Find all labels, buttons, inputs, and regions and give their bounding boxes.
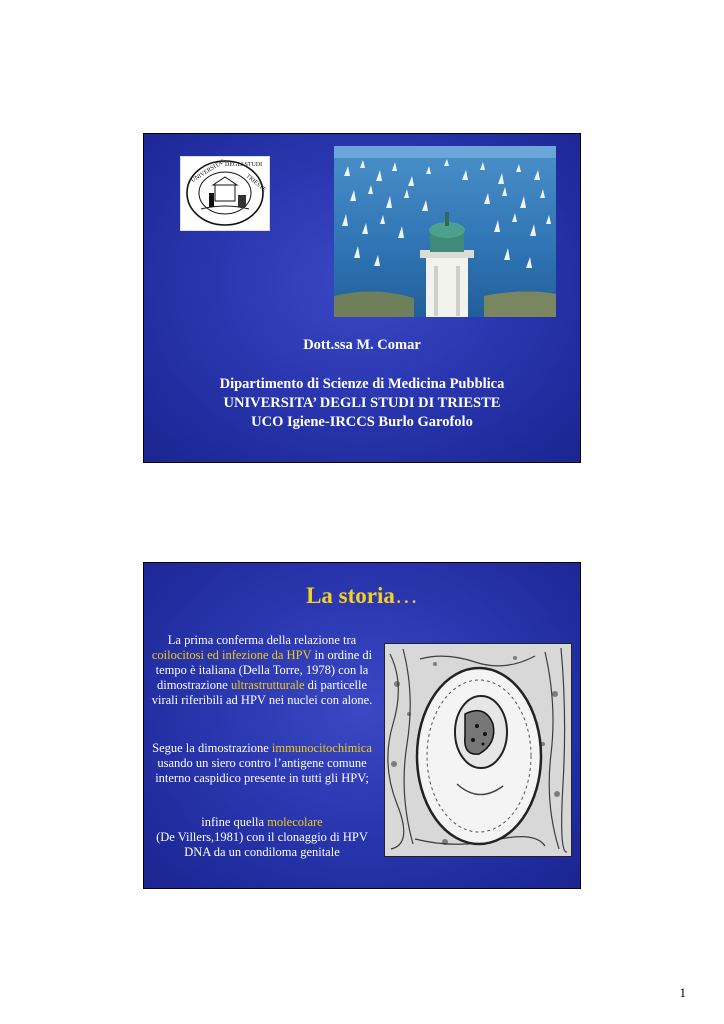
para3-highlight-molecolare: molecolare — [267, 815, 323, 829]
paragraph-history-third — [148, 815, 376, 860]
para2-text-a: Segue la dimostrazione — [152, 741, 272, 755]
svg-text:UNIVERSITAS: UNIVERSITAS — [190, 158, 227, 184]
department-line: Dipartimento di Scienze di Medicina Pubblica — [219, 376, 505, 392]
university-logo — [180, 156, 270, 231]
para1-text-a: La prima conferma della relazione tra — [167, 633, 357, 647]
para1-text-c: di particelle virali riferibili ad HPV nei nuclei con alone. — [151, 678, 373, 707]
affiliation-block — [144, 375, 580, 432]
para1-text-b: in ordine di tempo è italiana (Della Torre, 1978) con la dimostrazione — [155, 648, 373, 692]
para3-text-b: (De Villers,1981) con il clonaggio di HPV DNA da un condiloma genitale — [156, 830, 368, 859]
slide-2 — [143, 562, 581, 889]
svg-text:DEGLI STUDI: DEGLI STUDI — [225, 162, 263, 168]
electron-micrograph-image — [384, 643, 572, 857]
para1-highlight-coilocitosi: coilocitosi ed infezione da HPV — [151, 648, 312, 662]
para1-highlight-ultrastrutturale: ultrastrutturale — [230, 678, 305, 692]
author-name: Dott.ssa M. Comar — [303, 337, 421, 353]
institute-line: UCO Igiene-IRCCS Burlo Garofolo — [251, 414, 473, 430]
university-seal-image — [181, 157, 269, 230]
slide-title — [144, 583, 580, 609]
para2-highlight-immunocitochimica: immunocitochimica — [271, 741, 372, 755]
para3-text-a: infine quella — [201, 815, 268, 829]
slide-title-text: La storia — [306, 583, 395, 608]
paragraph-history-second — [148, 741, 376, 786]
svg-text:TRIESTE: TRIESTE — [244, 173, 267, 194]
para2-text-b: usando un siero contro l’antigene comune interno caspidico presente in tutti gli HPV; — [155, 756, 369, 785]
slide-1 — [143, 133, 581, 463]
page-number: 1 — [679, 985, 686, 1000]
university-line: UNIVERSITA’ DEGLI STUDI DI TRIESTE — [223, 395, 501, 411]
harbor-lighthouse-photo — [334, 146, 556, 317]
slide-title-ellipsis: … — [394, 583, 418, 608]
paragraph-history-first — [148, 633, 376, 708]
